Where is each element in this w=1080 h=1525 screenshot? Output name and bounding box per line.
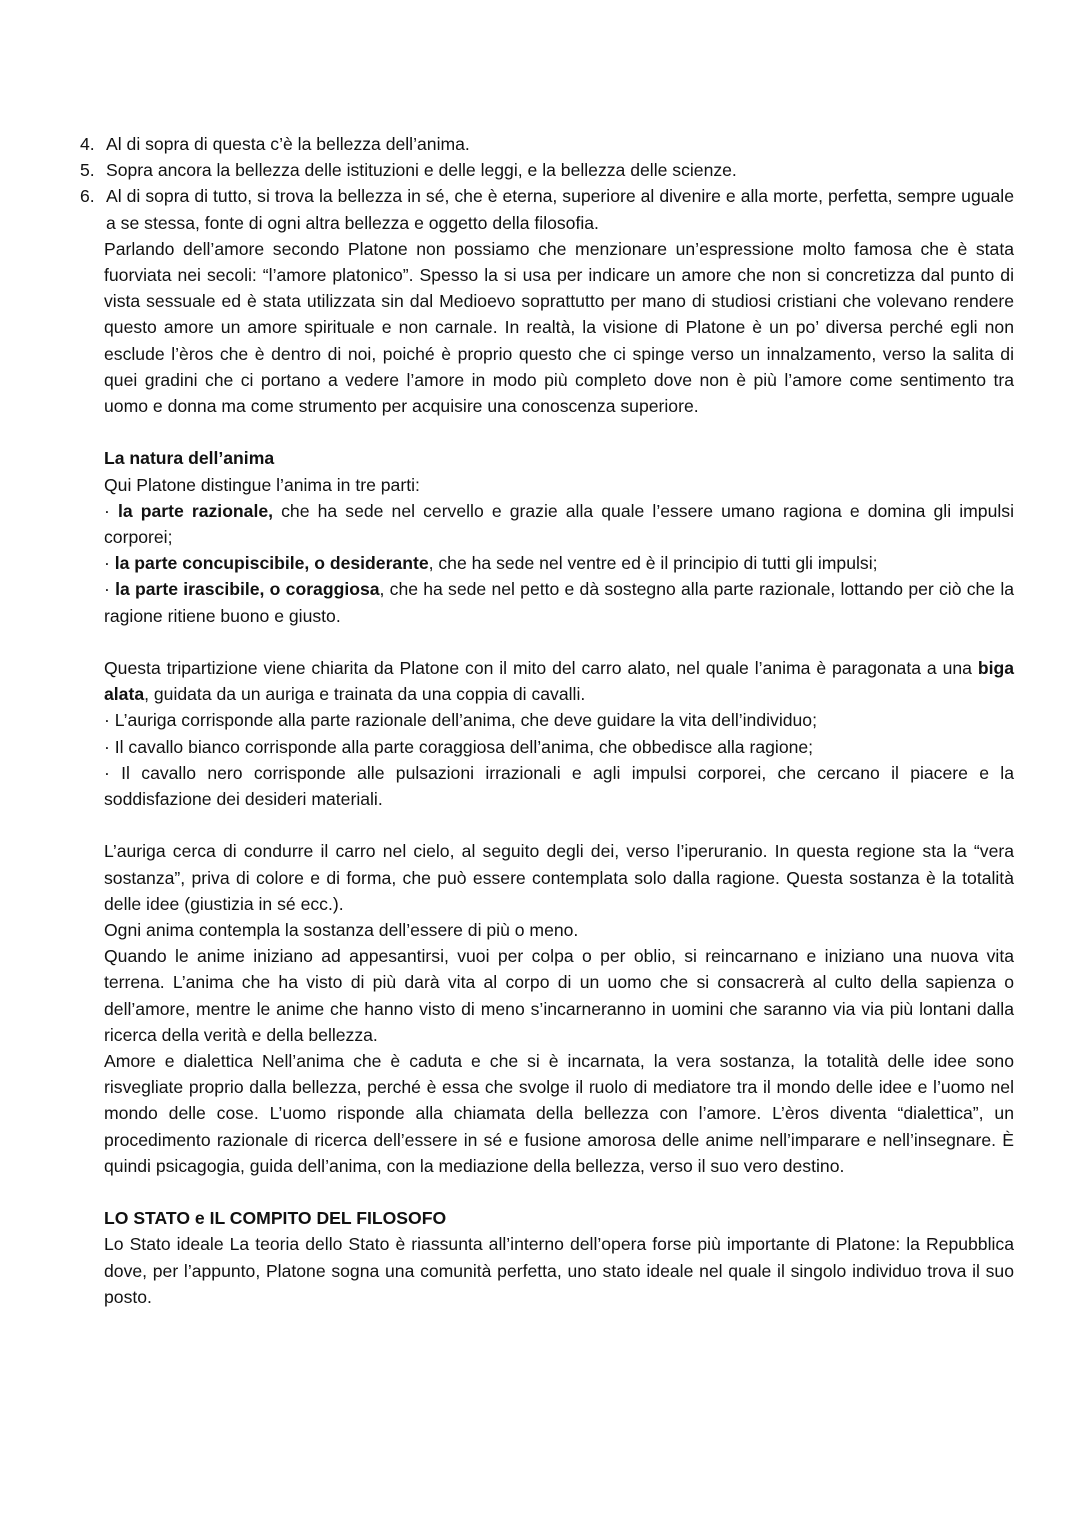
description: L’auriga corrisponde alla parte razionale dell’anima, che deve guidare la vita dell’individuo; bbox=[114, 710, 817, 731]
description: , che ha sede nel ventre ed è il principio di tutti gli impulsi; bbox=[428, 553, 878, 574]
paragraph-contempla: Ogni anima contempla la sostanza dell’essere di più o meno. bbox=[104, 920, 579, 941]
paragraph-dialettica: Amore e dialettica Nell’anima che è caduta e che si è incarnata, la vera sostanza, la totalità delle idee sono risvegliate proprio dalla bellezza, perché è essa che svolge il ruolo di mediatore tra il mondo delle idee e l’uomo nel mondo delle cose. L’uomo risponde alla chiamata della bellezza con l’amore. L’èros diventa “dialettica”, un procedimento razionale di ricerca dell’essere in sé e fusione amorosa delle anime nell’imparare e nell’insegnare. È quindi psicagogia, guida dell’anima, con la mediazione della bellezza, verso il suo vero destino. bbox=[104, 1051, 1014, 1176]
anima-part-razionale bbox=[104, 498, 1014, 550]
list-number: 4. bbox=[80, 134, 95, 154]
section-heading-stato: LO STATO e IL COMPITO DEL FILOSOFO bbox=[104, 1208, 447, 1229]
list-item bbox=[80, 183, 1014, 235]
anima-part-concupiscibile bbox=[104, 550, 1014, 576]
text-run: , guidata da un auriga e trainata da una coppia di cavalli. bbox=[144, 684, 586, 705]
term: biga alata bbox=[104, 658, 1014, 705]
description: che ha sede nel cervello e grazie alla quale l’essere umano ragiona e domina gli impulsi corporei; bbox=[104, 500, 1014, 548]
bullet-glyph: · bbox=[104, 579, 110, 600]
carro-item-auriga bbox=[104, 707, 1014, 733]
list-number: 6. bbox=[80, 186, 95, 207]
beauty-levels-list bbox=[80, 131, 1014, 236]
spacer bbox=[104, 812, 1014, 838]
carro-item-cavallo-nero bbox=[104, 760, 1014, 812]
description: Il cavallo bianco corrisponde alla parte coraggiosa dell’anima, che obbedisce alla ragione; bbox=[114, 736, 814, 757]
list-item bbox=[80, 131, 1014, 157]
list-text: Al di sopra di tutto, si trova la bellezza in sé, che è eterna, superiore al divenire e alla morte, perfetta, sempre uguale a se stessa, fonte di ogni altra bellezza e oggetto della filosofia. bbox=[106, 186, 1014, 233]
term: la parte irascibile, o coraggiosa bbox=[115, 579, 380, 600]
paragraph-carro-alato bbox=[104, 655, 1014, 707]
section-heading-anima: La natura dell’anima bbox=[104, 448, 275, 469]
anima-part-irascibile bbox=[104, 576, 1014, 628]
description: Il cavallo nero corrisponde alle pulsazioni irrazionali e agli impulsi corporei, che cercano il piacere e la soddisfazione dei desideri materiali. bbox=[104, 762, 1014, 810]
paragraph-auriga: L’auriga cerca di condurre il carro nel cielo, al seguito degli dei, verso l’iperuranio. In questa regione sta la “vera sostanza”, priva di colore e di forma, che può essere contemplata solo dalla ragione. Questa sostanza è la totalità delle idee (giustizia in sé ecc.). bbox=[104, 841, 1014, 914]
spacer bbox=[104, 419, 1014, 445]
paragraph-stato: Lo Stato ideale La teoria dello Stato è riassunta all’interno dell’opera forse più importante di Platone: la Repubblica dove, per l’appunto, Platone sogna una comunità perfetta, uno stato ideale nel quale il singolo individuo trova il suo posto. bbox=[104, 1234, 1014, 1307]
term: la parte razionale, bbox=[117, 500, 274, 521]
paragraph-reincarnano: Quando le anime iniziano ad appesantirsi, vuoi per colpa o per oblio, si reincarnano e iniziano una nuova vita terrena. L’anima che ha visto di più darà vita al corpo di un uomo che si consacrerà al culto della sapienza o dell’amore, mentre le anime che hanno visto di meno s’incarneranno in uomini che saranno via via più lontani dalla ricerca della verità e della bellezza. bbox=[104, 946, 1014, 1045]
bullet-glyph: · bbox=[104, 710, 110, 731]
bullet-glyph: · bbox=[104, 736, 110, 757]
anima-intro: Qui Platone distingue l’anima in tre parti: bbox=[104, 474, 420, 495]
bullet-glyph: · bbox=[104, 762, 110, 783]
list-number: 5. bbox=[80, 160, 95, 181]
term: la parte concupiscibile, o desiderante bbox=[114, 553, 429, 574]
carro-item-cavallo-bianco bbox=[104, 734, 1014, 760]
spacer bbox=[104, 1179, 1014, 1205]
text-run: Questa tripartizione viene chiarita da Platone con il mito del carro alato, nel quale l’anima è paragonata a una bbox=[104, 658, 978, 679]
paragraph-amore-platonico: Parlando dell’amore secondo Platone non possiamo che menzionare un’espressione molto famosa che è stata fuorviata nei secoli: “l’amore platonico”. Spesso la si usa per indicare un amore che non si concretizza dal punto di vista sessuale ed è stata utilizzata sin dal Medioevo soprattutto per mano di studiosi cristiani che volevano rendere questo amore un amore spirituale e non carnale. In realtà, la visione di Platone è un po’ diversa perché egli non esclude l’èros che è dentro di noi, poiché è proprio questo che ci spinge verso un innalzamento, verso la salita di quei gradini che ci portano a vedere l’amore in modo più completo dove non è più l’amore come sentimento tra uomo e donna ma come strumento per acquisire una conoscenza superiore. bbox=[104, 238, 1014, 417]
list-item bbox=[80, 157, 1014, 183]
description: , che ha sede nel petto e dà sostegno alla parte razionale, lottando per ciò che la ragione ritiene buono e giusto. bbox=[104, 579, 1015, 626]
list-text: Sopra ancora la bellezza delle istituzioni e delle leggi, e la bellezza delle scienze. bbox=[106, 160, 737, 181]
spacer bbox=[104, 629, 1014, 655]
list-text: Al di sopra di questa c’è la bellezza dell’anima. bbox=[106, 134, 470, 154]
bullet-glyph: · bbox=[104, 553, 110, 574]
bullet-glyph: · bbox=[104, 500, 110, 521]
